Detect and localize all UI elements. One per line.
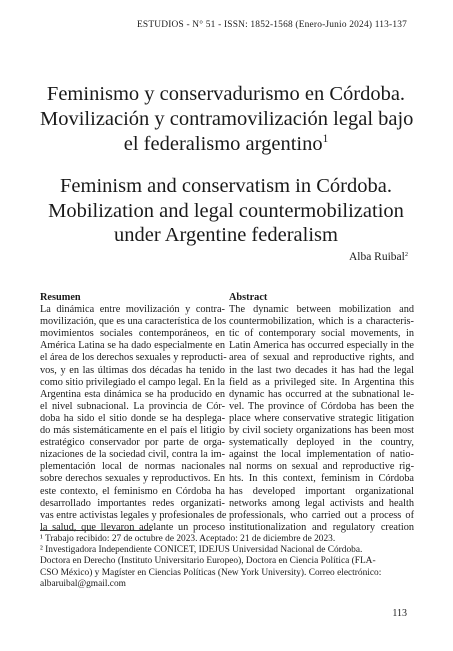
resumen-line: América Latina se ha dado especialmente en [40,340,225,352]
resumen-line: vas entre activistas legales y profesionales de [40,509,227,521]
resumen-line: Argentina esta dinámica se ha producido en [40,388,225,400]
resumen-section [40,292,225,534]
abstract-line: against the local implementation of natio- [229,449,414,461]
title-en-line: under Argentine federalism [114,224,338,246]
resumen-line: movilización, que es una característica de los [40,316,227,328]
abstract-line: institutionalization and regulatory creation [229,521,414,533]
abstract-line: networks among legal activists and health [229,497,414,509]
title-en-line: Feminism and conservatism in Córdoba. [60,175,392,197]
resumen-line: el nivel subnacional. La provincia de Cór- [40,400,225,412]
resumen-line: plementación local de normas nacionales [40,461,225,473]
abstract-line: field as a privileged site. In Argentina this [229,376,414,388]
title-es-line: Movilización y contramovilización legal bajo [40,108,414,130]
abstract-line: countermobilization, which is a characteris- [229,316,414,328]
resumen-line: sobre derechos sexuales y reproductivos. En [40,473,225,485]
abstract-line: hts. In this context, feminism in Córdoba [229,473,414,485]
title-es-line: Feminismo y conservadurismo en Córdoba. [46,83,406,105]
abstract-line: vel. The province of Córdoba has been the [229,400,414,412]
resumen-line: movimientos sociales contemporáneos, en [40,328,225,340]
abstract-line: dynamic has occurred at the subnational le- [229,388,414,400]
title-english [40,174,412,248]
running-header: ESTUDIOS - N° 51 - ISSN: 1852-1568 (Enero-Junio 2024) 113-137 [136,20,407,30]
resumen-line: la salud, que llevaron adelante un proceso [40,521,225,533]
title-spanish [40,82,412,157]
resumen-body [40,304,225,534]
resumen-line: do más sistemáticamente en el país el litigio [40,425,225,437]
resumen-line: desarrollado importantes redes organizati- [40,497,225,509]
abstract-body [229,304,414,534]
page-number: 113 [392,608,407,619]
abstract-line: The dynamic between mobilization and [229,304,414,316]
title-es-line [40,132,412,157]
footnotes [40,534,412,590]
resumen-line: nizaciones de la sociedad civil, contra la im- [40,449,225,461]
title-es-line-text: el federalismo argentino [123,133,323,155]
resumen-line: como sitio privilegiado el campo legal. En la [40,376,225,388]
abstract-line: systematically deployed in the country, [229,437,414,449]
resumen-line: el área de los derechos sexuales y reproducti- [40,352,227,364]
footnote-line: Doctora en Derecho (Instituto Universitario Europeo), Doctora en Ciencia Política (FLA- [40,556,376,567]
abstract-section [229,292,414,534]
abstract-heading: Abstract [229,292,268,303]
author-footnote-mark[interactable]: 2 [404,250,408,258]
footnote-line: CSO México) y Magíster en Ciencias Políticas (New York University). Correo electrónico: [40,567,382,578]
abstract-line: tic of contemporary social movements, in [229,328,414,340]
author-name: Alba Ruibal [348,251,405,263]
abstract-line: place where conservative strategic litigation [229,412,414,424]
abstract-line: professionals, who carried out a process of [229,509,414,521]
author [349,251,408,263]
abstract-line: in the last two decades it has had the legal [229,364,414,376]
abstract-line: nal norms on sexual and reproductive rig- [229,461,414,473]
footnote-line: albaruibal@gmail.com [40,578,126,589]
resumen-line: vos, y en las últimas dos décadas ha tenido [40,364,225,376]
resumen-line: doba ha sido el sitio donde se ha desplega- [40,412,225,424]
resumen-line: La dinámica entre movilización y contra- [40,304,225,316]
abstract-line: has developed important organizational [229,485,414,497]
resumen-line: estratégico conservador por parte de orga- [40,437,225,449]
footnote-line: ¹ Trabajo recibido: 27 de octubre de 2023. Aceptado: 21 de diciembre de 2023. [40,534,336,544]
footnote-divider [40,530,152,531]
title-footnote-mark[interactable]: 1 [322,133,329,146]
footnote-line: ² Investigadora Independiente CONICET, IDEJUS Universidad Nacional de Córdoba. [40,545,363,556]
resumen-line: este contexto, el feminismo en Córdoba ha [40,485,225,497]
resumen-heading: Resumen [40,292,81,303]
title-en-line: Mobilization and legal countermobilization [48,199,404,222]
abstract-line: by civil society organizations has been most [229,425,414,437]
abstract-line: area of sexual and reproductive rights, and [229,352,414,364]
abstract-line: Latin America has occurred especially in the [229,340,414,352]
